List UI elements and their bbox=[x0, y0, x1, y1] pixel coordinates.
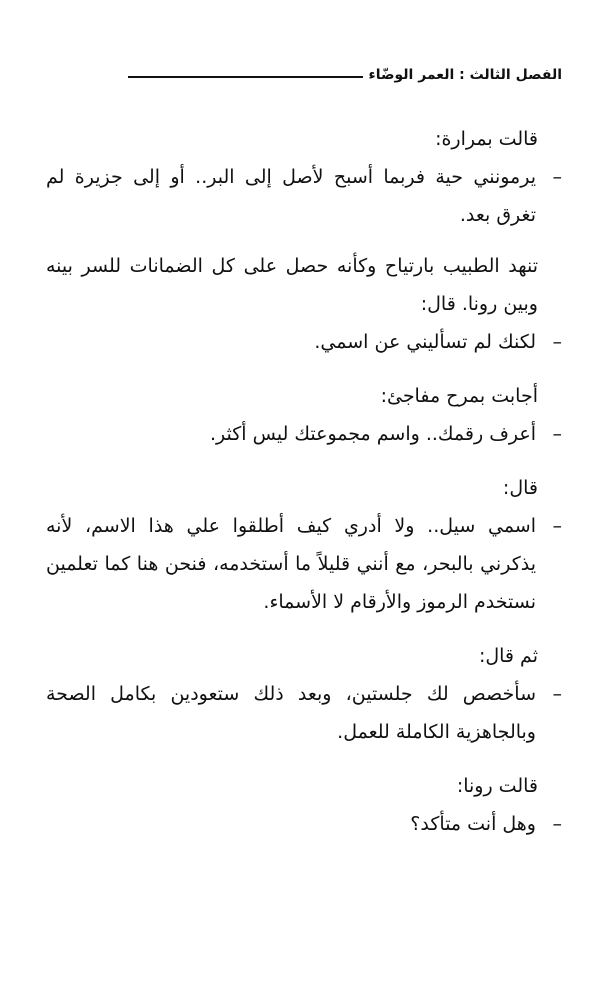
page-body bbox=[46, 120, 562, 843]
dialogue-dash: – bbox=[552, 331, 562, 353]
dialogue-line bbox=[46, 507, 562, 621]
dialogue-dash: – bbox=[552, 683, 562, 705]
narration-paragraph: تنهد الطبيب بارتياح وكأنه حصل على كل الضمانات للسر بينه وبين رونا. قال: bbox=[46, 255, 538, 315]
dialogue-text: اسمي سيل.. ولا أدري كيف أطلقوا علي هذا الاسم، لأنه يذكرني بالبحر، مع أنني قليلاً ما أستخدمه، فنحن هنا كما تعلمين نستخدم الرموز والأرقام لا الأسماء. bbox=[46, 515, 536, 613]
dialogue-text: أعرف رقمك.. واسم مجموعتك ليس أكثر. bbox=[210, 423, 536, 445]
dialogue-dash: – bbox=[552, 166, 562, 188]
dialogue-text: لكنك لم تسأليني عن اسمي. bbox=[314, 331, 536, 353]
dialogue-line bbox=[46, 415, 562, 453]
running-header bbox=[128, 62, 562, 88]
header-rule bbox=[128, 76, 363, 78]
dialogue-line bbox=[46, 323, 562, 361]
dialogue-dash: – bbox=[552, 515, 562, 537]
narration-line: قالت رونا: bbox=[456, 775, 538, 797]
dialogue-text: سأخصص لك جلستين، وبعد ذلك ستعودين بكامل الصحة وبالجاهزية الكاملة للعمل. bbox=[46, 683, 536, 743]
dialogue-line bbox=[46, 805, 562, 843]
dialogue-text: وهل أنت متأكد؟ bbox=[410, 813, 536, 835]
narration-line: أجابت بمرح مفاجئ: bbox=[380, 385, 538, 407]
dialogue-line bbox=[46, 675, 562, 751]
chapter-title: الفصل الثالث : العمر الوضّاء bbox=[368, 67, 562, 83]
dialogue-dash: – bbox=[552, 423, 562, 445]
dialogue-line bbox=[46, 158, 562, 234]
dialogue-dash: – bbox=[552, 813, 562, 835]
dialogue-text: يرمونني حية فربما أسبح لأصل إلى البر.. أو إلى جزيرة لم تغرق بعد. bbox=[46, 166, 536, 226]
narration-line: قالت بمرارة: bbox=[435, 128, 538, 150]
narration-line: ثم قال: bbox=[478, 645, 538, 667]
narration-line: قال: bbox=[502, 477, 538, 499]
